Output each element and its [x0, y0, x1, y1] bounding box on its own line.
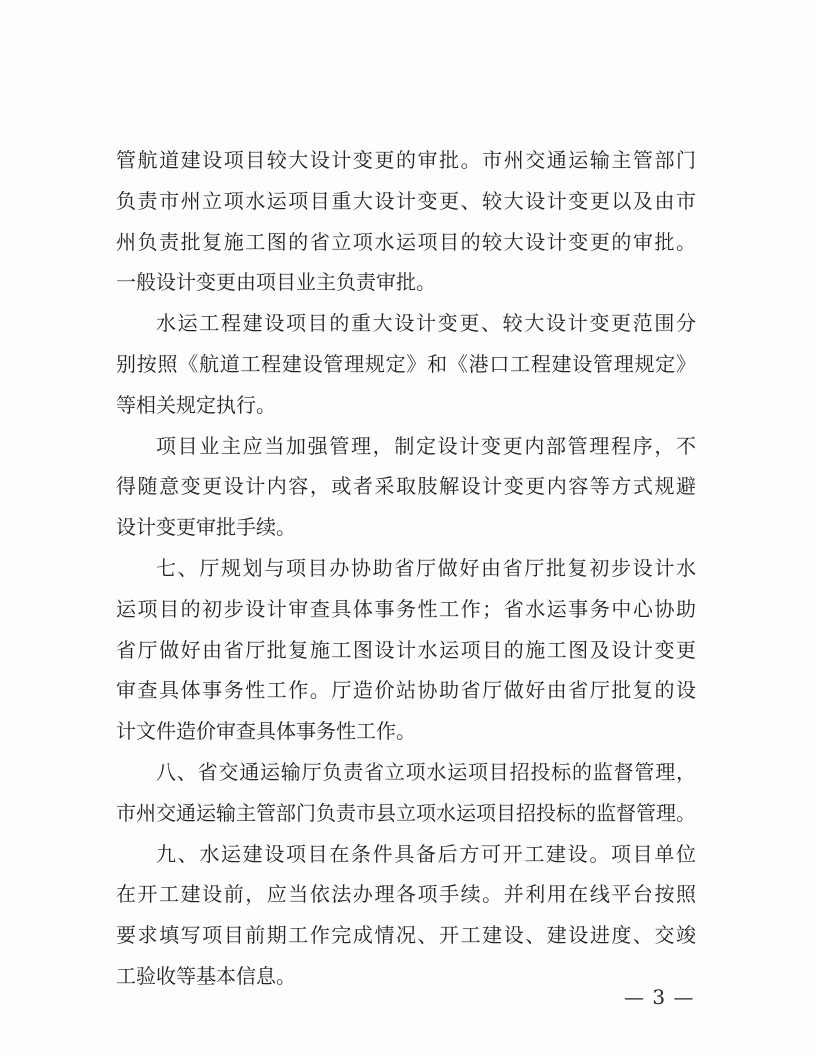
- text-line: 州负责批复施工图的省立项水运项目的较大设计变更的审批。: [116, 229, 696, 254]
- text-line: 负责市州立项水运项目重大设计变更、较大设计变更以及由市: [116, 188, 696, 213]
- text-line: 要求填写项目前期工作完成情况、开工建设、建设进度、交竣: [116, 923, 696, 948]
- text-line: 市州交通运输主管部门负责市县立项水运项目招投标的监督管理。: [116, 800, 696, 825]
- text-line: 九、水运建设项目在条件具备后方可开工建设。项目单位: [156, 841, 696, 866]
- text-line: 计文件造价审查具体事务性工作。: [116, 719, 416, 744]
- text-line: 省厅做好由省厅批复施工图设计水运项目的施工图及设计变更: [116, 637, 696, 662]
- text-line: 工验收等基本信息。: [116, 963, 296, 988]
- text-line: 一般设计变更由项目业主负责审批。: [116, 270, 436, 295]
- text-line: 项目业主应当加强管理，制定设计变更内部管理程序，不: [156, 433, 696, 458]
- text-line: 设计变更审批手续。: [116, 515, 296, 540]
- page-number: — 3 —: [624, 985, 695, 1009]
- document-body: [116, 140, 696, 997]
- text-line: 七、厅规划与项目办协助省厅做好由省厅批复初步设计水: [156, 555, 696, 580]
- text-line: 管航道建设项目较大设计变更的审批。市州交通运输主管部门: [116, 148, 696, 172]
- text-line: 在开工建设前，应当依法办理各项手续。并利用在线平台按照: [116, 882, 696, 907]
- text-line: 运项目的初步设计审查具体事务性工作；省水运事务中心协助: [116, 596, 696, 621]
- text-line: 八、省交通运输厅负责省立项水运项目招投标的监督管理，: [156, 759, 696, 784]
- text-line: 水运工程建设项目的重大设计变更、较大设计变更范围分: [156, 311, 696, 336]
- text-line: 别按照《航道工程建设管理规定》和《港口工程建设管理规定》: [116, 351, 696, 376]
- text-line: 等相关规定执行。: [116, 392, 276, 417]
- text-line: 得随意变更设计内容，或者采取肢解设计变更内容等方式规避: [116, 474, 696, 499]
- text-line: 审查具体事务性工作。厅造价站协助省厅做好由省厅批复的设: [116, 678, 696, 703]
